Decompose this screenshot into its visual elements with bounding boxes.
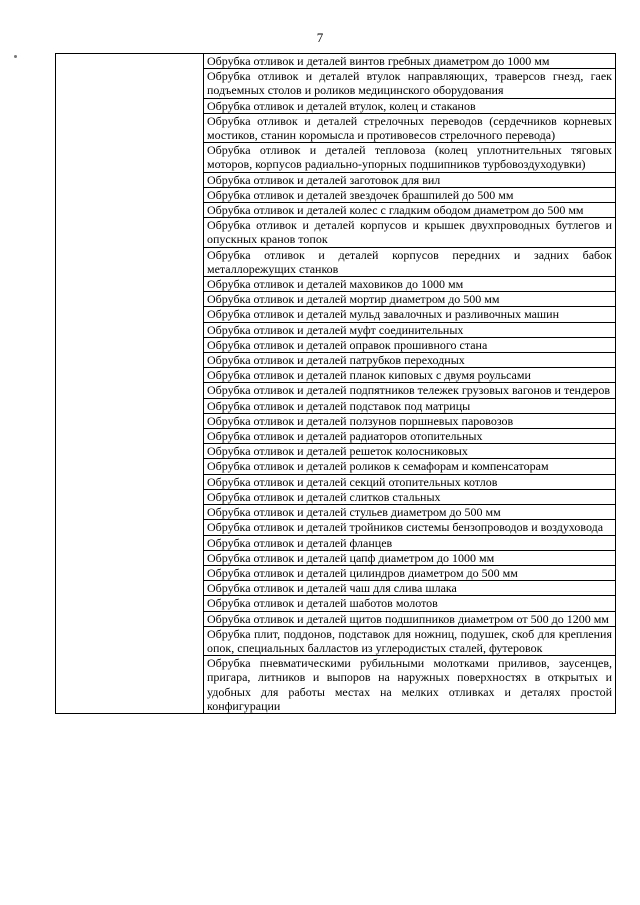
work-item-cell: Обрубка отливок и деталей заготовок для вил xyxy=(204,172,616,187)
work-item-cell: Обрубка отливок и деталей стрелочных переводов (сердечников корневых мостиков, станин коромысла и противовесов стрелочного перевода) xyxy=(204,113,616,142)
work-item-cell: Обрубка отливок и деталей корпусов и крышек двухпроводных бутлегов и опускных кранов топок xyxy=(204,218,616,247)
work-item-cell: Обрубка плит, поддонов, подставок для ножниц, подушек, скоб для крепления опок, специальных балластов из углеродистых сталей, футеровок xyxy=(204,626,616,655)
work-item-cell: Обрубка отливок и деталей ползунов поршневых паровозов xyxy=(204,413,616,428)
work-item-cell: Обрубка отливок и деталей решеток колосниковых xyxy=(204,444,616,459)
work-item-cell: Обрубка отливок и деталей подпятников тележек грузовых вагонов и тендеров xyxy=(204,383,616,398)
work-item-cell: Обрубка отливок и деталей фланцев xyxy=(204,535,616,550)
work-item-cell: Обрубка отливок и деталей секций отопительных котлов xyxy=(204,474,616,489)
work-item-cell: Обрубка отливок и деталей втулок, колец и стаканов xyxy=(204,98,616,113)
work-item-cell: Обрубка отливок и деталей винтов гребных диаметром до 1000 мм xyxy=(204,54,616,69)
works-table-wrapper xyxy=(55,53,616,714)
work-item-cell: Обрубка отливок и деталей колес с гладким ободом диаметром до 500 мм xyxy=(204,203,616,218)
work-item-cell: Обрубка отливок и деталей втулок направляющих, траверсов гнезд, гаек подъемных столов и роликов медицинского оборудования xyxy=(204,69,616,98)
works-table xyxy=(55,53,616,714)
work-item-cell: Обрубка отливок и деталей цапф диаметром до 1000 мм xyxy=(204,550,616,565)
table-row xyxy=(56,54,616,69)
page-number: 7 xyxy=(316,30,324,45)
work-item-cell: Обрубка отливок и деталей слитков стальных xyxy=(204,489,616,504)
work-item-cell: Обрубка отливок и деталей щитов подшипников диаметром от 500 до 1200 мм xyxy=(204,611,616,626)
work-item-cell: Обрубка отливок и деталей чаш для слива шлака xyxy=(204,581,616,596)
work-item-cell: Обрубка отливок и деталей оправок прошивного стана xyxy=(204,337,616,352)
work-item-cell: Обрубка отливок и деталей шаботов молотов xyxy=(204,596,616,611)
work-item-cell: Обрубка отливок и деталей цилиндров диаметром до 500 мм xyxy=(204,565,616,580)
works-table-body xyxy=(56,54,616,714)
work-item-cell: Обрубка отливок и деталей тепловоза (колец уплотнительных тяговых моторов, корпусов радиально-упорных подшипников турбовоздуходувки) xyxy=(204,143,616,172)
work-item-cell: Обрубка отливок и деталей стульев диаметром до 500 мм xyxy=(204,505,616,520)
work-item-cell: Обрубка отливок и деталей корпусов передних и задних бабок металлорежущих станков xyxy=(204,247,616,276)
work-item-cell: Обрубка отливок и деталей звездочек брашпилей до 500 мм xyxy=(204,187,616,202)
work-item-cell: Обрубка отливок и деталей муфт соединительных xyxy=(204,322,616,337)
work-item-cell: Обрубка отливок и деталей тройников системы бензопроводов и воздуховода xyxy=(204,520,616,535)
work-item-cell: Обрубка отливок и деталей патрубков переходных xyxy=(204,353,616,368)
left-column-cell xyxy=(56,54,204,714)
work-item-cell: Обрубка отливок и деталей мортир диаметром до 500 мм xyxy=(204,292,616,307)
work-item-cell: Обрубка отливок и деталей мульд завалочных и разливочных машин xyxy=(204,307,616,322)
work-item-cell: Обрубка отливок и деталей планок киповых с двумя роульсами xyxy=(204,368,616,383)
work-item-cell: Обрубка отливок и деталей радиаторов отопительных xyxy=(204,429,616,444)
work-item-cell: Обрубка пневматическими рубильными молотками приливов, заусенцев, пригара, литников и выпоров на наружных поверхностях в открытых и удобных для работы местах на мелких отливках и деталях простой конфигурации xyxy=(204,656,616,714)
work-item-cell: Обрубка отливок и деталей роликов к семафорам и компенсаторам xyxy=(204,459,616,474)
work-item-cell: Обрубка отливок и деталей маховиков до 1000 мм xyxy=(204,277,616,292)
work-item-cell: Обрубка отливок и деталей подставок под матрицы xyxy=(204,398,616,413)
scan-artifact xyxy=(14,55,17,58)
